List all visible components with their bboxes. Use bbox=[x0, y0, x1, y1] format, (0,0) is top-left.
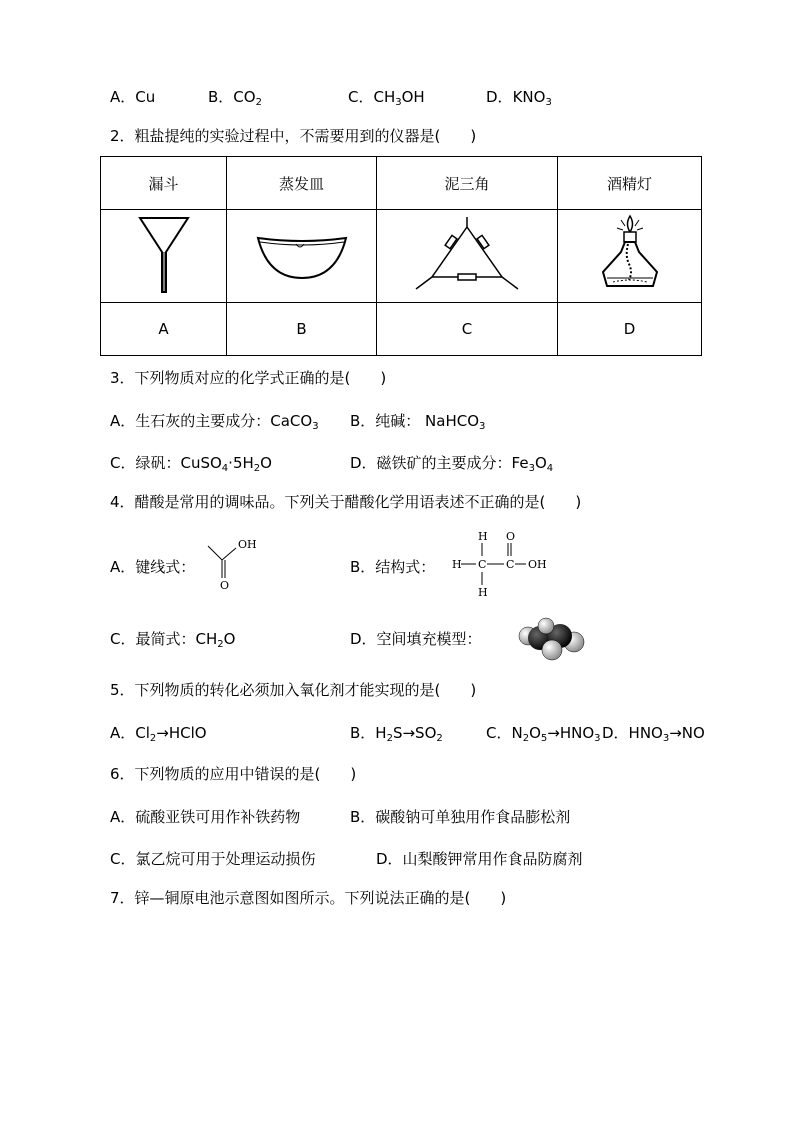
q5-stem: 5．下列物质的转化必须加入氧化剂才能实现的是( ) bbox=[110, 681, 477, 699]
option-b-label: B bbox=[227, 303, 377, 356]
q1-option-d: D．$KNO_3$ bbox=[486, 88, 552, 108]
q6-stem: 6．下列物质的应用中错误的是( ) bbox=[110, 765, 357, 783]
q2-stem: 2．粗盐提纯的实验过程中，不需要用到的仪器是( ) bbox=[110, 127, 477, 145]
option-d-label: D bbox=[558, 303, 702, 356]
q4-stem: 4．醋酸是常用的调味品。下列关于醋酸化学用语表述不正确的是( ) bbox=[110, 493, 582, 511]
q4-option-d-label: D．空间填充模型： bbox=[350, 630, 482, 648]
q6-option-b: B．碳酸钠可单独用作食品膨松剂 bbox=[350, 808, 571, 826]
q3-option-c: C．绿矾：$CuSO_4\cdot 5H_2O$ bbox=[110, 454, 272, 474]
q3-stem: 3．下列物质对应的化学式正确的是( ) bbox=[110, 369, 387, 387]
struct-h-left: H bbox=[452, 558, 462, 571]
space-filling-model-icon bbox=[516, 616, 586, 662]
option-c-label: C bbox=[377, 303, 558, 356]
q5-option-a: A．$Cl_2\to HClO$ bbox=[110, 724, 207, 744]
apparatus-table bbox=[100, 156, 702, 356]
struct-oh: OH bbox=[528, 558, 547, 571]
struct-h-bottom: H bbox=[478, 586, 488, 599]
clay-triangle-icon bbox=[412, 213, 522, 295]
q5-option-c: C．$N_2O_5\to HNO_3$ bbox=[486, 724, 601, 744]
q1-option-c: C．$CH_3OH$ bbox=[348, 88, 425, 108]
header-evaporating-dish: 蒸发皿 bbox=[227, 157, 377, 210]
q3-option-a: A．生石灰的主要成分：CaCO$_3$ bbox=[110, 412, 319, 432]
q7-stem: 7．锌—铜原电池示意图如图所示。下列说法正确的是( ) bbox=[110, 889, 507, 907]
q1-option-a: A．Cu bbox=[110, 88, 156, 106]
alcohol-lamp-icon bbox=[595, 212, 665, 296]
funnel-image-cell bbox=[101, 210, 227, 303]
q6-option-d: D．山梨酸钾常用作食品防腐剂 bbox=[376, 850, 583, 868]
alcohol-lamp-image-cell bbox=[558, 210, 702, 303]
option-a-label: A bbox=[101, 303, 227, 356]
structural-formula-diagram bbox=[446, 528, 556, 600]
evaporating-dish-icon bbox=[252, 224, 352, 284]
skeletal-oh-label: OH bbox=[238, 538, 257, 551]
q1-option-b: B．$CO_2$ bbox=[208, 88, 262, 108]
q6-option-c: C．氯乙烷可用于处理运动损伤 bbox=[110, 850, 316, 868]
clay-triangle-image-cell bbox=[377, 210, 558, 303]
q3-option-b: B．纯碱： NaHCO$_3$ bbox=[350, 412, 486, 432]
q5-option-b: B．$H_2S\to SO_2$ bbox=[350, 724, 443, 744]
q6-option-a: A．硫酸亚铁可用作补铁药物 bbox=[110, 808, 301, 826]
struct-h-top: H bbox=[478, 530, 488, 543]
q4-option-c: C．最简式：$CH_2O$ bbox=[110, 630, 236, 650]
struct-c2: C bbox=[506, 558, 515, 571]
struct-c1: C bbox=[478, 558, 487, 571]
skeletal-o-label: O bbox=[220, 579, 230, 592]
q5-option-d: D．$HNO_3\to NO$ bbox=[602, 724, 705, 744]
header-clay-triangle: 泥三角 bbox=[377, 157, 558, 210]
struct-o-top: O bbox=[506, 530, 516, 543]
header-alcohol-lamp: 酒精灯 bbox=[558, 157, 702, 210]
evaporating-dish-image-cell bbox=[227, 210, 377, 303]
q4-option-a-label: A．键线式： bbox=[110, 558, 196, 576]
header-funnel: 漏斗 bbox=[101, 157, 227, 210]
q3-option-d: D．磁铁矿的主要成分：$Fe_3O_4$ bbox=[350, 454, 554, 474]
funnel-icon bbox=[134, 212, 194, 296]
skeletal-formula-diagram bbox=[202, 536, 272, 592]
q4-option-b-label: B．结构式： bbox=[350, 558, 436, 576]
